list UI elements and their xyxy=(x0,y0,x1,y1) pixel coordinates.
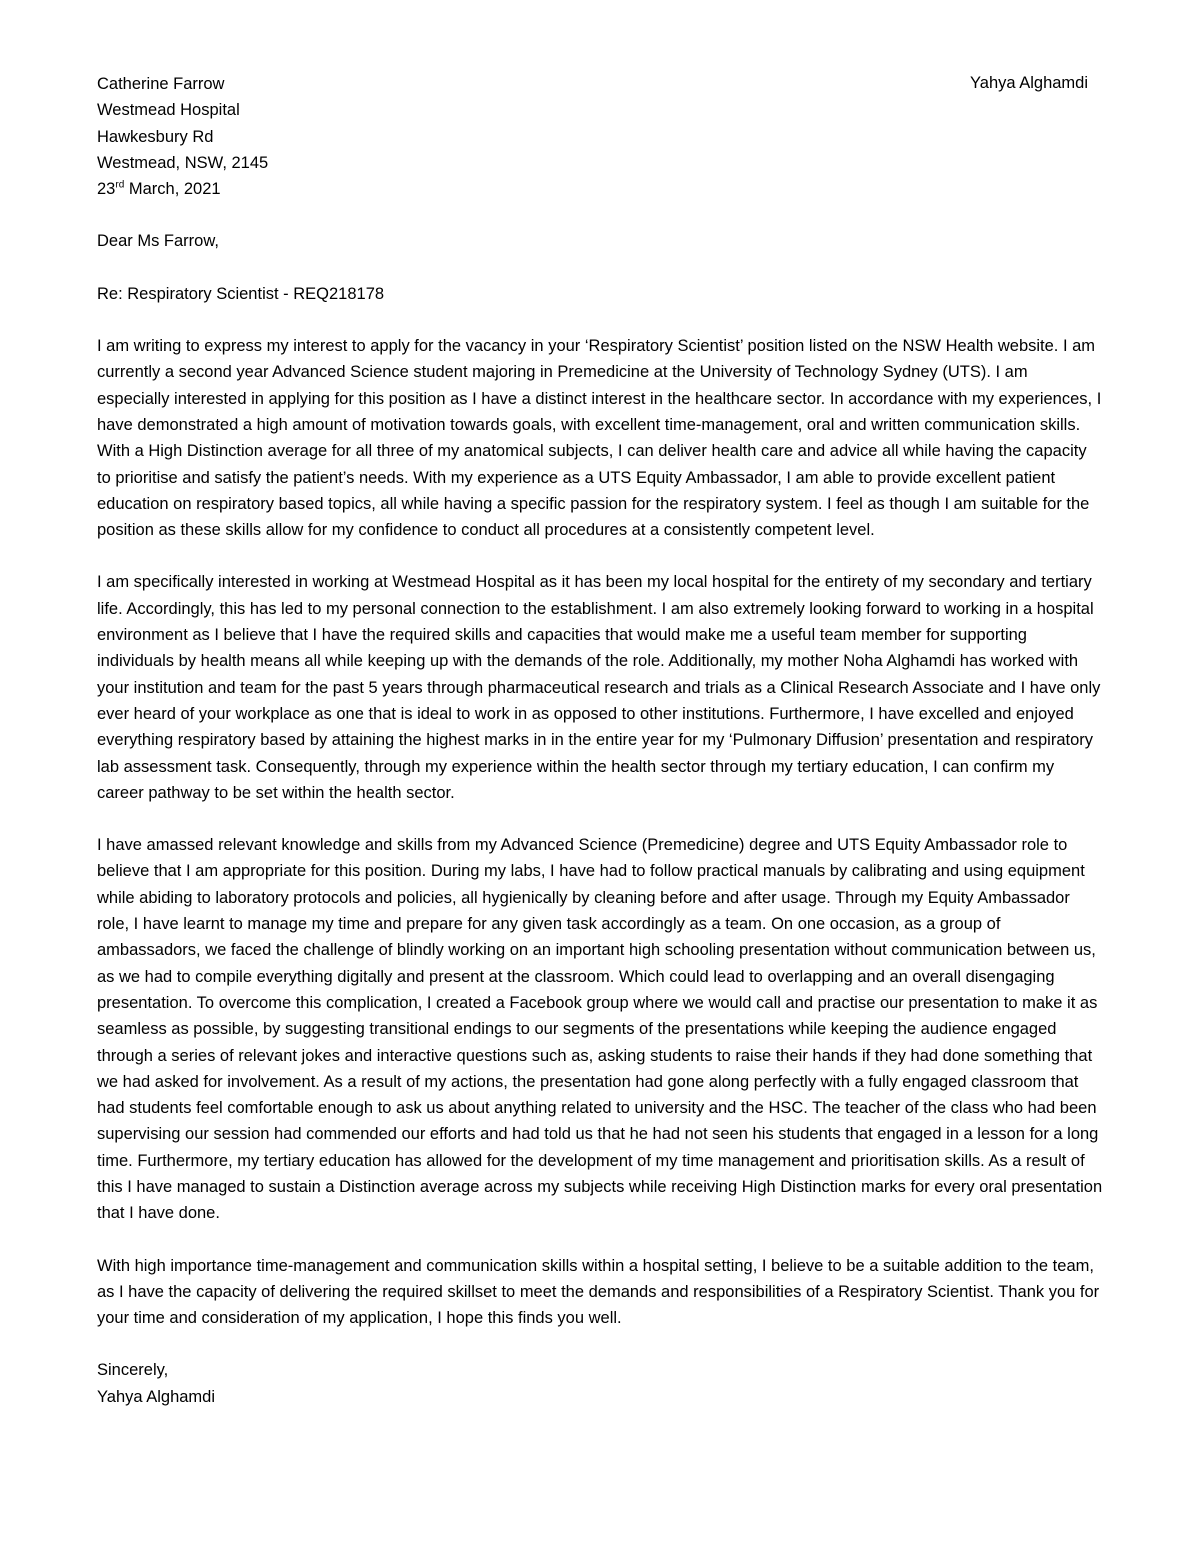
sender-name: Yahya Alghamdi xyxy=(970,74,1089,92)
date-rest: March, 2021 xyxy=(124,180,221,199)
salutation: Dear Ms Farrow, xyxy=(97,232,219,251)
signature: Yahya Alghamdi xyxy=(97,1387,216,1406)
date-suffix: rd xyxy=(115,179,125,191)
date-day: 23 xyxy=(97,180,116,199)
paragraph-3: I have amassed relevant knowledge and skills from my Advanced Science (Premedicine) degree and UTS Equity Ambassador role to believe that I am appropriate for this position. During my labs, I have had to follow practical manuals by calibrating and using equipment while abiding to laboratory protocols and policies, all hygienically by cleaning before and after usage. Through my Equity Ambassador role, I have learnt to manage my time and prepare for any given task accordingly as a team. On one occasion, as a group of ambassadors, we faced the challenge of blindly working on an important high schooling presentation without communication between us, as we had to compile everything digitally and present at the classroom. Which could lead to overlapping and an overall disengaging presentation. To overcome this complication, I created a Facebook group where we would call and practise our presentation to make it as seamless as possible, by suggesting transitional endings to our segments of the presentations while keeping the audience engaged through a series of relevant jokes and interactive questions such as, asking students to raise their hands if they had done something that we had asked for involvement. As a result of my actions, the presentation had gone along perfectly with a fully engaged classroom that had students feel comfortable enough to ask us about anything related to university and the HSC. The teacher of the class who had been supervising our session had commended our efforts and had told us that he had not seen his students that engaged in a lesson for a long time. Furthermore, my tertiary education has allowed for the development of my time management and prioritisation skills. As a result of this I have managed to sustain a Distinction average across my subjects while receiving High Distinction marks for every oral presentation that I have done. xyxy=(97,836,1103,1223)
subject-line: Re: Respiratory Scientist - REQ218178 xyxy=(97,284,385,303)
closing: Sincerely, xyxy=(97,1361,169,1380)
paragraph-2: I am specifically interested in working at Westmead Hospital as it has been my local hospital for the entirety of my secondary and tertiary life. Accordingly, this has led to my personal connection to the establishment. I am also extremely looking forward to working in a hospital environment as I believe that I have the required skills and capacities that would make me a useful team member for supporting individuals by health means all while keeping up with the demands of the role. Additionally, my mother Noha Alghamdi has worked with your institution and team for the past 5 years through pharmaceutical research and trials as a Clinical Research Associate and I have only ever heard of your workplace as one that is ideal to work in as opposed to other institutions. Furthermore, I have excelled and enjoyed everything respiratory based by attaining the highest marks in in the entire year for my ‘Pulmonary Diffusion’ presentation and respiratory lab assessment task. Consequently, through my experience within the health sector through my tertiary education, I can confirm my career pathway to be set within the health sector. xyxy=(97,573,1101,802)
recipient-organization: Westmead Hospital xyxy=(97,101,240,120)
paragraph-1: I am writing to express my interest to apply for the vacancy in your ‘Respiratory Scientist’ position listed on the NSW Health website. I am currently a second year Advanced Science student majoring in Premedicine at the University of Technology Sydney (UTS). I am especially interested in applying for this position as I have a distinct interest in the healthcare sector. In accordance with my experiences, I have demonstrated a high amount of motivation towards goals, with excellent time-management, oral and written communication skills. With a High Distinction average for all three of my anatomical subjects, I can deliver health care and advice all while having the capacity to prioritise and satisfy the patient’s needs. With my experience as a UTS Equity Ambassador, I am able to provide excellent patient education on respiratory based topics, all while having a specific passion for the respiratory system. I feel as though I am suitable for the position as these skills allow for my confidence to conduct all procedures at a consistently competent level. xyxy=(97,337,1102,540)
closing-block xyxy=(97,1357,1103,1410)
recipient-name: Catherine Farrow xyxy=(97,75,225,93)
letter-body xyxy=(97,71,1103,1410)
paragraph-4: With high importance time-management and communication skills within a hospital setting, I believe to be a suitable addition to the team, as I have the capacity of delivering the required skillset to meet the demands and responsibilities of a Respiratory Scientist. Thank you for your time and consideration of my application, I hope this finds you well. xyxy=(97,1256,1100,1328)
recipient-street: Hawkesbury Rd xyxy=(97,127,214,146)
recipient-city: Westmead, NSW, 2145 xyxy=(97,153,269,172)
recipient-address xyxy=(97,71,1103,202)
letter-date xyxy=(97,176,1103,202)
